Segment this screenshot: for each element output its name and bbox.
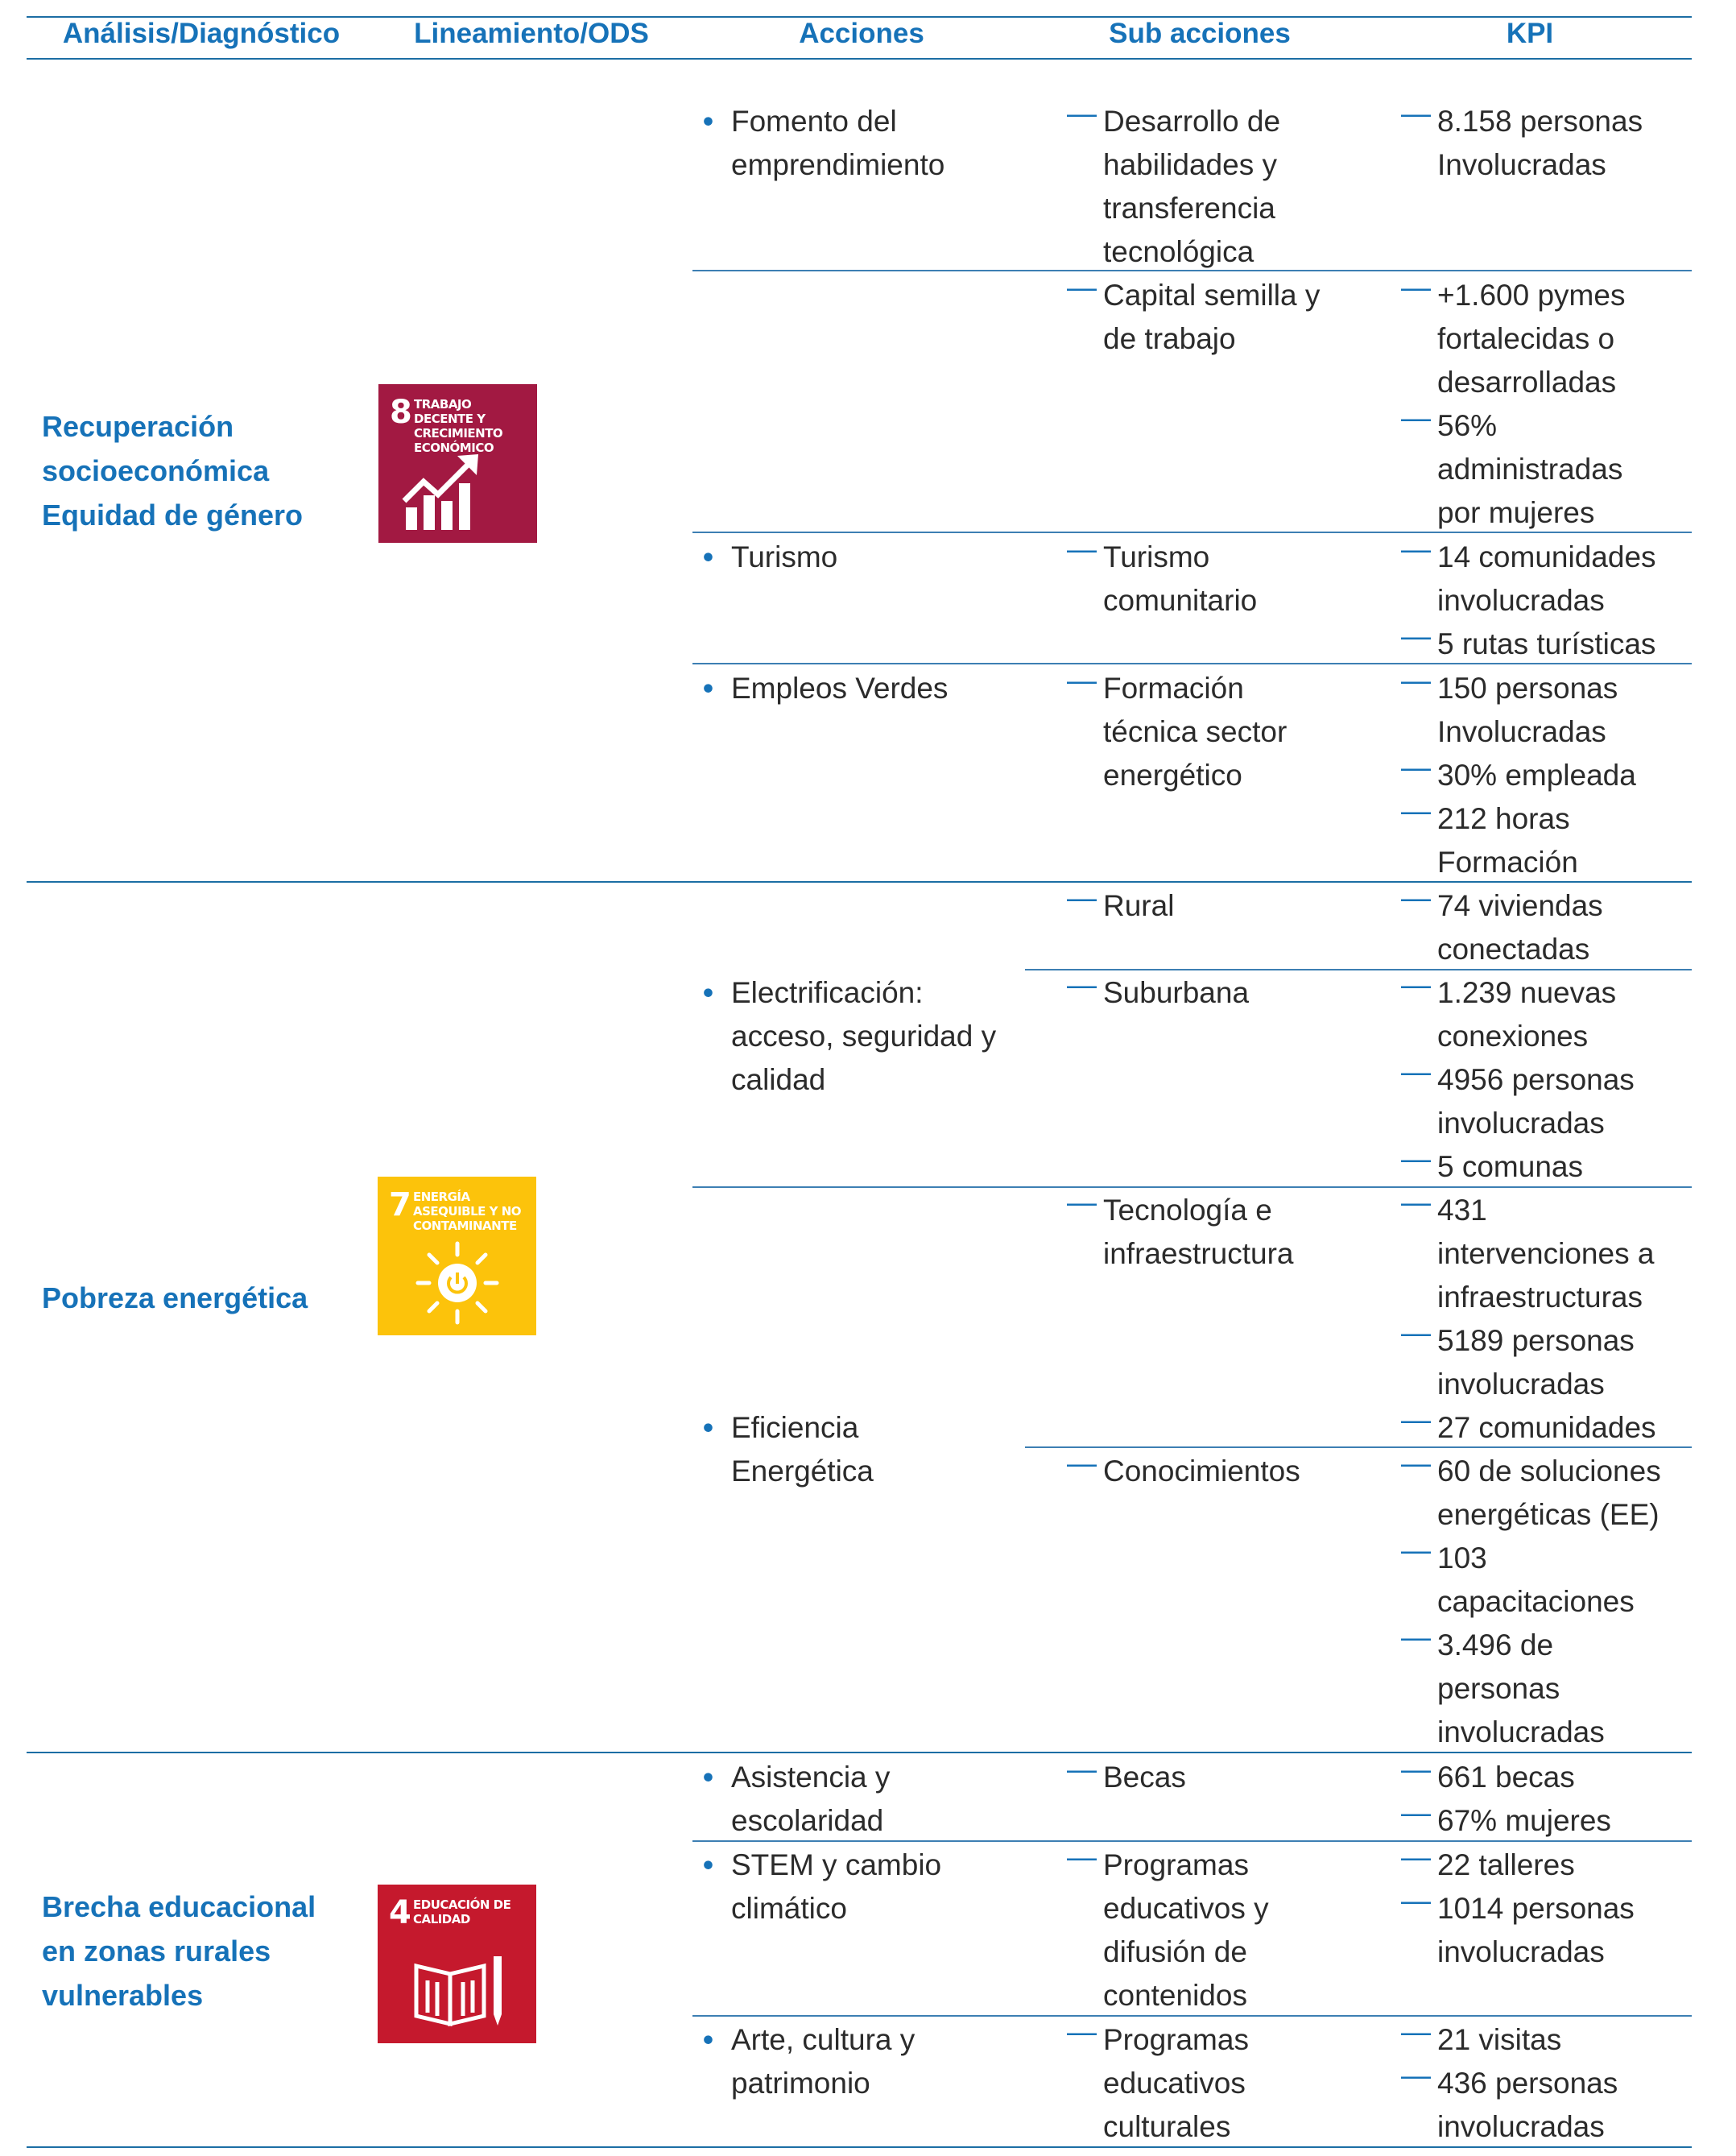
row-divider [692,2015,1692,2017]
subaction-rural: — Rural [1067,884,1308,928]
kpi-item: — 5 rutas turísticas [1401,623,1691,666]
subaction-programas-educativos: — Programas educativos y difusión de contenidos [1067,1844,1308,2017]
action-electrificacion: • Electrificación: acceso, seguridad y calidad [703,971,1025,1102]
dash-icon: — [1067,1840,1097,1873]
kpi-item: — 5189 personas involucradas [1401,1319,1659,1406]
kpi-item: — 661 becas [1401,1756,1643,1799]
bullet-icon: • [703,1411,713,1444]
row-divider [692,270,1692,271]
dash-icon: — [1401,271,1431,304]
growth-chart-icon [401,451,482,532]
dash-icon: — [1401,1884,1431,1917]
dash-icon: — [1401,1316,1431,1349]
dash-icon: — [1067,1446,1097,1479]
kpi-item: — 56% administradas por mujeres [1401,404,1643,535]
dash-icon: — [1401,1446,1431,1479]
category-brecha-educacional: Brecha educacional en zonas rurales vulnerables [42,1890,316,2012]
dash-icon: — [1401,2059,1431,2092]
dash-icon: — [1401,1533,1431,1566]
kpi-item: — 60 de soluciones energéticas (EE) [1401,1450,1691,1537]
dash-icon: — [1401,1840,1431,1873]
dash-icon: — [1401,968,1431,1001]
row-divider [1025,1446,1692,1448]
action-stem: • STEM y cambio climático [703,1844,969,1930]
kpi-item: — 3.496 de personas involucradas [1401,1624,1602,1754]
kpi-item: — 103 capacitaciones [1401,1537,1643,1624]
subaction-conocimientos: — Conocimientos [1067,1450,1325,1493]
subaction-capital: — Capital semilla y de trabajo [1067,274,1357,361]
kpi-item: — 150 personas Involucradas [1401,667,1643,754]
dash-icon: — [1401,401,1431,434]
kpi-item: — 436 personas involucradas [1401,2062,1659,2149]
dash-icon: — [1401,881,1431,914]
bullet-icon: • [703,976,713,1009]
dash-icon: — [1401,664,1431,697]
bullet-icon: • [703,672,713,705]
header-sub-acciones: Sub acciones [1109,18,1291,49]
kpi-item: — 22 talleres [1401,1844,1643,1887]
dash-icon: — [1401,1796,1431,1829]
subaction-suburbana: — Suburbana [1067,971,1308,1015]
book-pencil-icon [408,1950,513,2030]
row-divider [692,663,1692,664]
kpi-item: — 431 intervenciones a infraestructuras [1401,1189,1667,1319]
dash-icon: — [1401,1142,1431,1175]
subaction-formacion: — Formación técnica sector energético [1067,667,1308,797]
subaction-turismo-comunitario: — Turismo comunitario [1067,536,1308,623]
kpi-item: — 8.158 personas Involucradas [1401,100,1675,187]
kpi-item: — 5 comunas [1401,1145,1643,1189]
section-divider [27,1752,1692,1753]
dash-icon: — [1067,968,1097,1001]
row-divider [692,532,1692,533]
action-asistencia: • Asistencia y escolaridad [703,1756,969,1843]
subaction-desarrollo: — Desarrollo de habilidades y transferencia tecnológica [1067,100,1357,274]
row-divider [692,1840,1692,1842]
row-divider [692,1186,1692,1188]
bullet-icon: • [703,105,713,138]
dash-icon: — [1401,532,1431,565]
dash-icon: — [1067,97,1097,130]
kpi-item: — 21 visitas [1401,2018,1643,2062]
action-arte-cultura: • Arte, cultura y patrimonio [703,2018,969,2105]
dash-icon: — [1067,881,1097,914]
action-turismo: • Turismo [703,536,1025,579]
dash-icon: — [1067,664,1097,697]
dash-icon: — [1401,619,1431,652]
header-acciones: Acciones [799,18,924,49]
dash-icon: — [1067,532,1097,565]
section-divider [27,881,1692,883]
kpi-item: — +1.600 pymes fortalecidas o desarrolladas [1401,274,1659,404]
kpi-item: — 67% mujeres [1401,1799,1643,1843]
dash-icon: — [1401,1620,1431,1653]
dash-icon: — [1067,2015,1097,2048]
dash-icon: — [1401,1753,1431,1786]
dash-icon: — [1067,1753,1097,1786]
dash-icon: — [1401,751,1431,784]
dash-icon: — [1401,2015,1431,2048]
header-analisis: Análisis/Diagnóstico [62,18,341,49]
sun-power-icon [413,1239,502,1327]
action-eficiencia-energetica: • Eficiencia Energética [703,1406,944,1493]
bullet-icon: • [703,2023,713,2056]
dash-icon: — [1067,271,1097,304]
subaction-programas-culturales: — Programas educativos culturales [1067,2018,1308,2149]
bullet-icon: • [703,1761,713,1794]
bullet-icon: • [703,540,713,573]
kpi-item: — 27 comunidades [1401,1406,1691,1450]
kpi-item: — 212 horas Formación [1401,797,1602,884]
dash-icon: — [1401,97,1431,130]
kpi-item: — 4956 personas involucradas [1401,1058,1659,1145]
dash-icon: — [1401,1403,1431,1436]
table-bottom-rule [27,2146,1692,2148]
row-divider [1025,969,1692,970]
sdg-4-badge: 4 EDUCACIÓN DE CALIDAD [378,1885,536,2043]
dash-icon: — [1401,794,1431,827]
action-empleos-verdes: • Empleos Verdes [703,667,1025,710]
subaction-becas: — Becas [1067,1756,1308,1799]
kpi-item: — 1.239 nuevas conexiones [1401,971,1643,1058]
sdg-7-badge: 7 ENERGÍA ASEQUIBLE Y NO CONTAMINANTE [378,1177,536,1335]
dash-icon: — [1401,1055,1431,1088]
subaction-tecnologia: — Tecnología e infraestructura [1067,1189,1325,1276]
sdg-8-badge: 8 TRABAJO DECENTE Y CRECIMIENTO ECONÓMICO [378,384,537,543]
kpi-item: — 74 viviendas conectadas [1401,884,1643,971]
bullet-icon: • [703,1848,713,1881]
kpi-item: — 30% empleada [1401,754,1675,797]
category-pobreza-energetica: Pobreza energética [42,1281,308,1314]
header-kpi: KPI [1506,18,1554,49]
category-recuperacion: Recuperación socioeconómica Equidad de género [42,410,304,532]
header-bottom-rule [27,58,1692,60]
action-fomento: • Fomento del emprendimiento [703,100,1025,187]
dash-icon: — [1067,1186,1097,1219]
kpi-item: — 14 comunidades involucradas [1401,536,1691,623]
header-lineamiento: Lineamiento/ODS [414,18,649,49]
kpi-item: — 1014 personas involucradas [1401,1887,1659,1974]
dash-icon: — [1401,1186,1431,1219]
